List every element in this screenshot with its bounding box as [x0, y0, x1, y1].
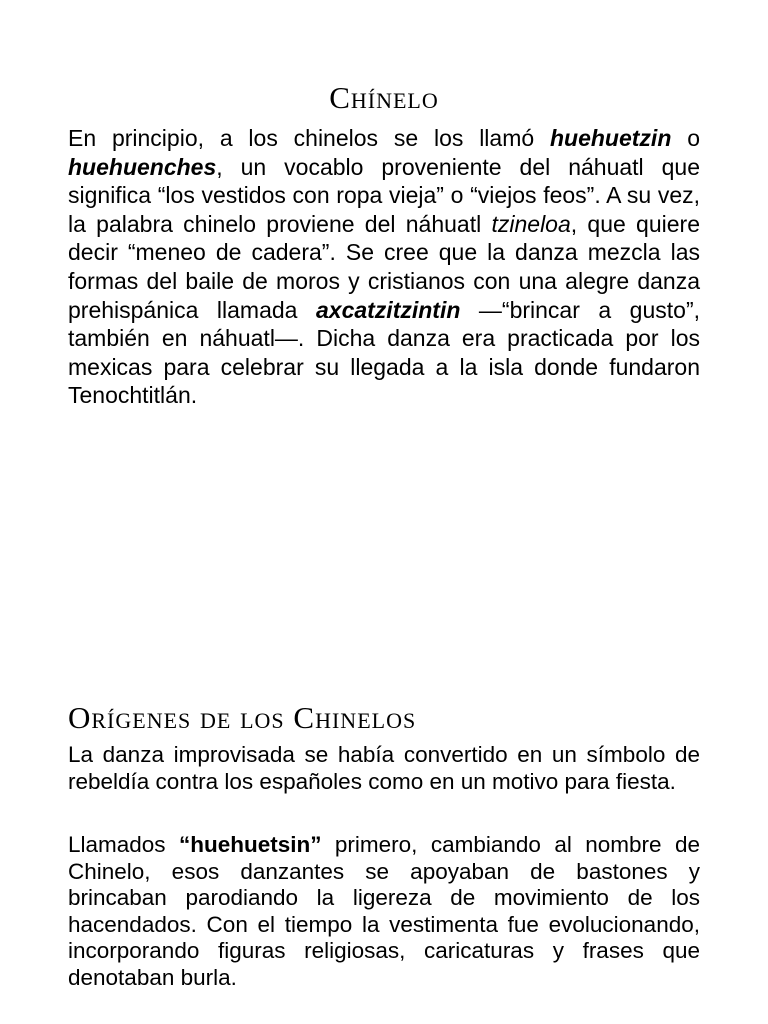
- text-segment: primero, cambiando al nombre de Chinelo, esos danzantes se apoyaban de bastones y brincaban parodiando la ligereza de movimiento de los hacendados. Con el tiempo la vestimenta fue evolucionando, incorporando figuras religiosas, caricaturas y frases que denotaban burla.: [68, 832, 700, 990]
- text-segment: En principio, a los chinelos se los llamó: [68, 125, 550, 151]
- text-segment: , que quiere decir “meneo de cadera”. Se cree que la danza mezcla las formas del baile de moros y cristianos con una alegre danza prehispánica llamada: [68, 210, 700, 323]
- term-huehuetzin: huehuetzin: [549, 125, 672, 151]
- paragraph-rebeldia: La danza improvisada se había convertido en un símbolo de rebeldía contra los españoles como en un motivo para fiesta.: [68, 742, 700, 794]
- text-segment: Llamados: [68, 832, 179, 857]
- section-title-origenes: Orígenes de los Chinelos: [68, 700, 417, 735]
- term-tzineloa: tzineloa: [491, 210, 571, 237]
- term-axcatzitzintin: axcatzitzintin: [315, 296, 461, 323]
- term-huehuenches: huehuenches: [68, 153, 217, 180]
- text-segment: , un vocablo proveniente del náhuatl que significa “los vestidos con ropa vieja” o “viejos feos”. A su vez, la palabra chinelo proviene del náhuatl: [68, 153, 700, 237]
- paragraph-chinelo-origin: [68, 124, 700, 410]
- section-title-chinelo: Chínelo: [329, 80, 439, 115]
- paragraph-huehuetsin: [68, 832, 700, 991]
- text-segment: o: [671, 125, 700, 151]
- term-huehuetsin: “huehuetsin”: [178, 832, 322, 857]
- text-segment: —“brincar a gusto”, también en náhuatl—. Dicha danza era practicada por los mexicas para celebrar su llegada a la isla donde fundaron Tenochtitlán.: [68, 296, 700, 409]
